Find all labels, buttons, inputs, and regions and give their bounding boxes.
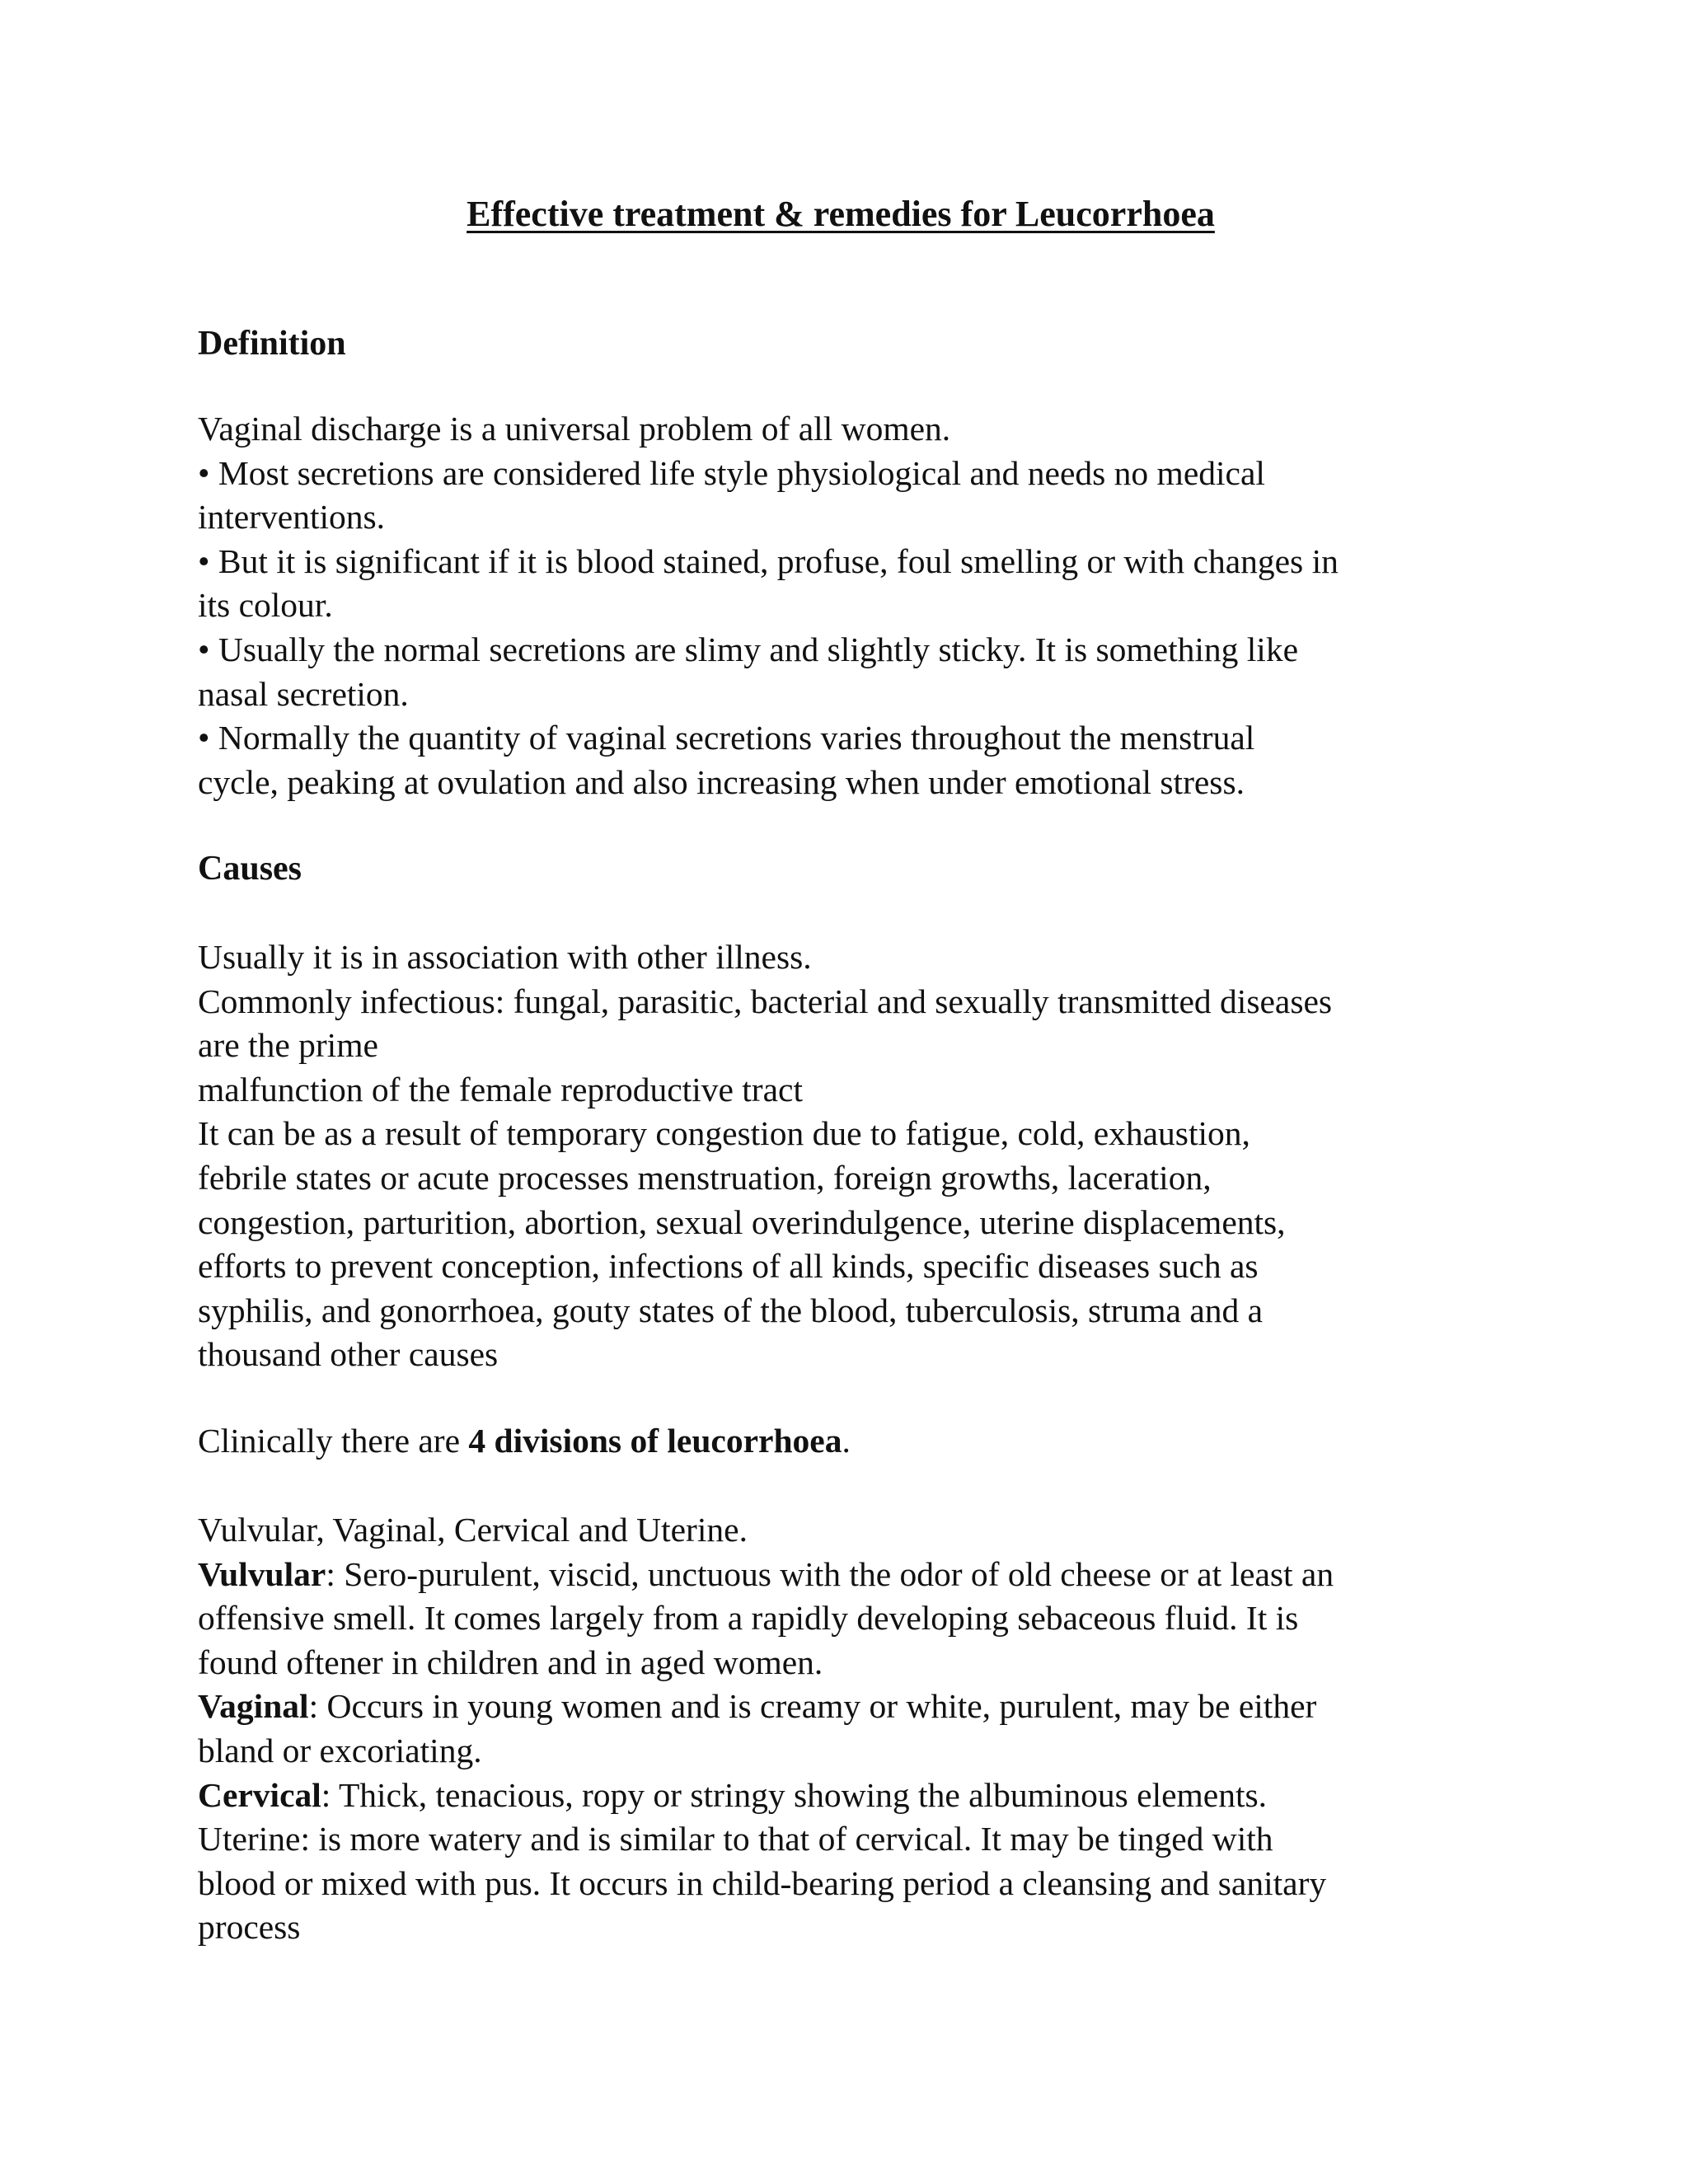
text-line: Commonly infectious: fungal, parasitic, bacterial and sexually transmitted diseases — [198, 982, 1333, 1020]
text-line: its colour. — [198, 586, 333, 625]
text-line: congestion, parturition, abortion, sexual overindulgence, uterine displacements, — [198, 1202, 1286, 1241]
text-line: • Usually the normal secretions are slimy and slightly sticky. It is something like — [198, 630, 1299, 668]
text-line: It can be as a result of temporary congestion due to fatigue, cold, exhaustion, — [198, 1114, 1250, 1153]
text-line: febrile states or acute processes menstruation, foreign growths, laceration, — [198, 1158, 1212, 1197]
definition-paragraph — [198, 407, 1484, 804]
cervical-term: Cervical — [198, 1775, 321, 1814]
text-line: offensive smell. It comes largely from a rapidly developing sebaceous fluid. It is — [198, 1599, 1299, 1638]
text-line — [198, 1774, 1484, 1818]
causes-paragraph — [198, 935, 1484, 1377]
text-line: bland or excoriating. — [198, 1731, 482, 1769]
text-line — [198, 1685, 1484, 1729]
text-line: process — [198, 1908, 301, 1947]
intro-prefix: Clinically there are — [198, 1422, 469, 1460]
text-line: • Normally the quantity of vaginal secretions varies throughout the menstrual — [198, 719, 1255, 757]
text-line: nasal secretion. — [198, 674, 409, 713]
text-line: Uterine: is more watery and is similar to that of cervical. It may be tinged with — [198, 1820, 1273, 1858]
text-line: interventions. — [198, 498, 386, 537]
cervical-desc: : Thick, tenacious, ropy or stringy showing the albuminous elements. — [321, 1775, 1268, 1814]
divisions-details — [198, 1508, 1484, 1950]
intro-suffix: . — [842, 1422, 851, 1460]
text-line: syphilis, and gonorrhoea, gouty states of the blood, tuberculosis, struma and a — [198, 1291, 1264, 1329]
vaginal-term: Vaginal — [198, 1687, 309, 1726]
text-line: found oftener in children and in aged women. — [198, 1643, 823, 1681]
text-line: Usually it is in association with other illness. — [198, 938, 812, 976]
text-line: efforts to prevent conception, infections of all kinds, specific diseases such as — [198, 1247, 1259, 1286]
text-line — [198, 1553, 1484, 1597]
definition-heading: Definition — [198, 325, 346, 363]
text-line: • Most secretions are considered life style physiological and needs no medical — [198, 453, 1265, 492]
text-line: Vaginal discharge is a universal problem of all women. — [198, 410, 951, 448]
text-line: • But it is significant if it is blood stained, profuse, foul smelling or with changes in — [198, 541, 1339, 580]
document-title: Effective treatment & remedies for Leucorrhoea — [467, 194, 1215, 234]
text-line: thousand other causes — [198, 1335, 499, 1374]
divisions-intro — [198, 1419, 1484, 1464]
text-line: malfunction of the female reproductive tract — [198, 1070, 803, 1108]
vaginal-desc: : Occurs in young women and is creamy or white, purulent, may be either — [308, 1687, 1317, 1726]
text-line: Vulvular, Vaginal, Cervical and Uterine. — [198, 1511, 748, 1549]
text-line: cycle, peaking at ovulation and also increasing when under emotional stress. — [198, 762, 1245, 801]
vulvular-desc: : Sero-purulent, viscid, unctuous with the odor of old cheese or at least an — [326, 1554, 1334, 1593]
vulvular-term: Vulvular — [198, 1554, 326, 1593]
divisions-emphasis: 4 divisions of leucorrhoea — [468, 1422, 842, 1460]
text-line: blood or mixed with pus. It occurs in child-bearing period a cleansing and sanitary — [198, 1863, 1327, 1902]
causes-heading: Causes — [198, 850, 302, 888]
text-line: are the prime — [198, 1026, 378, 1065]
text-line — [198, 1419, 1484, 1464]
